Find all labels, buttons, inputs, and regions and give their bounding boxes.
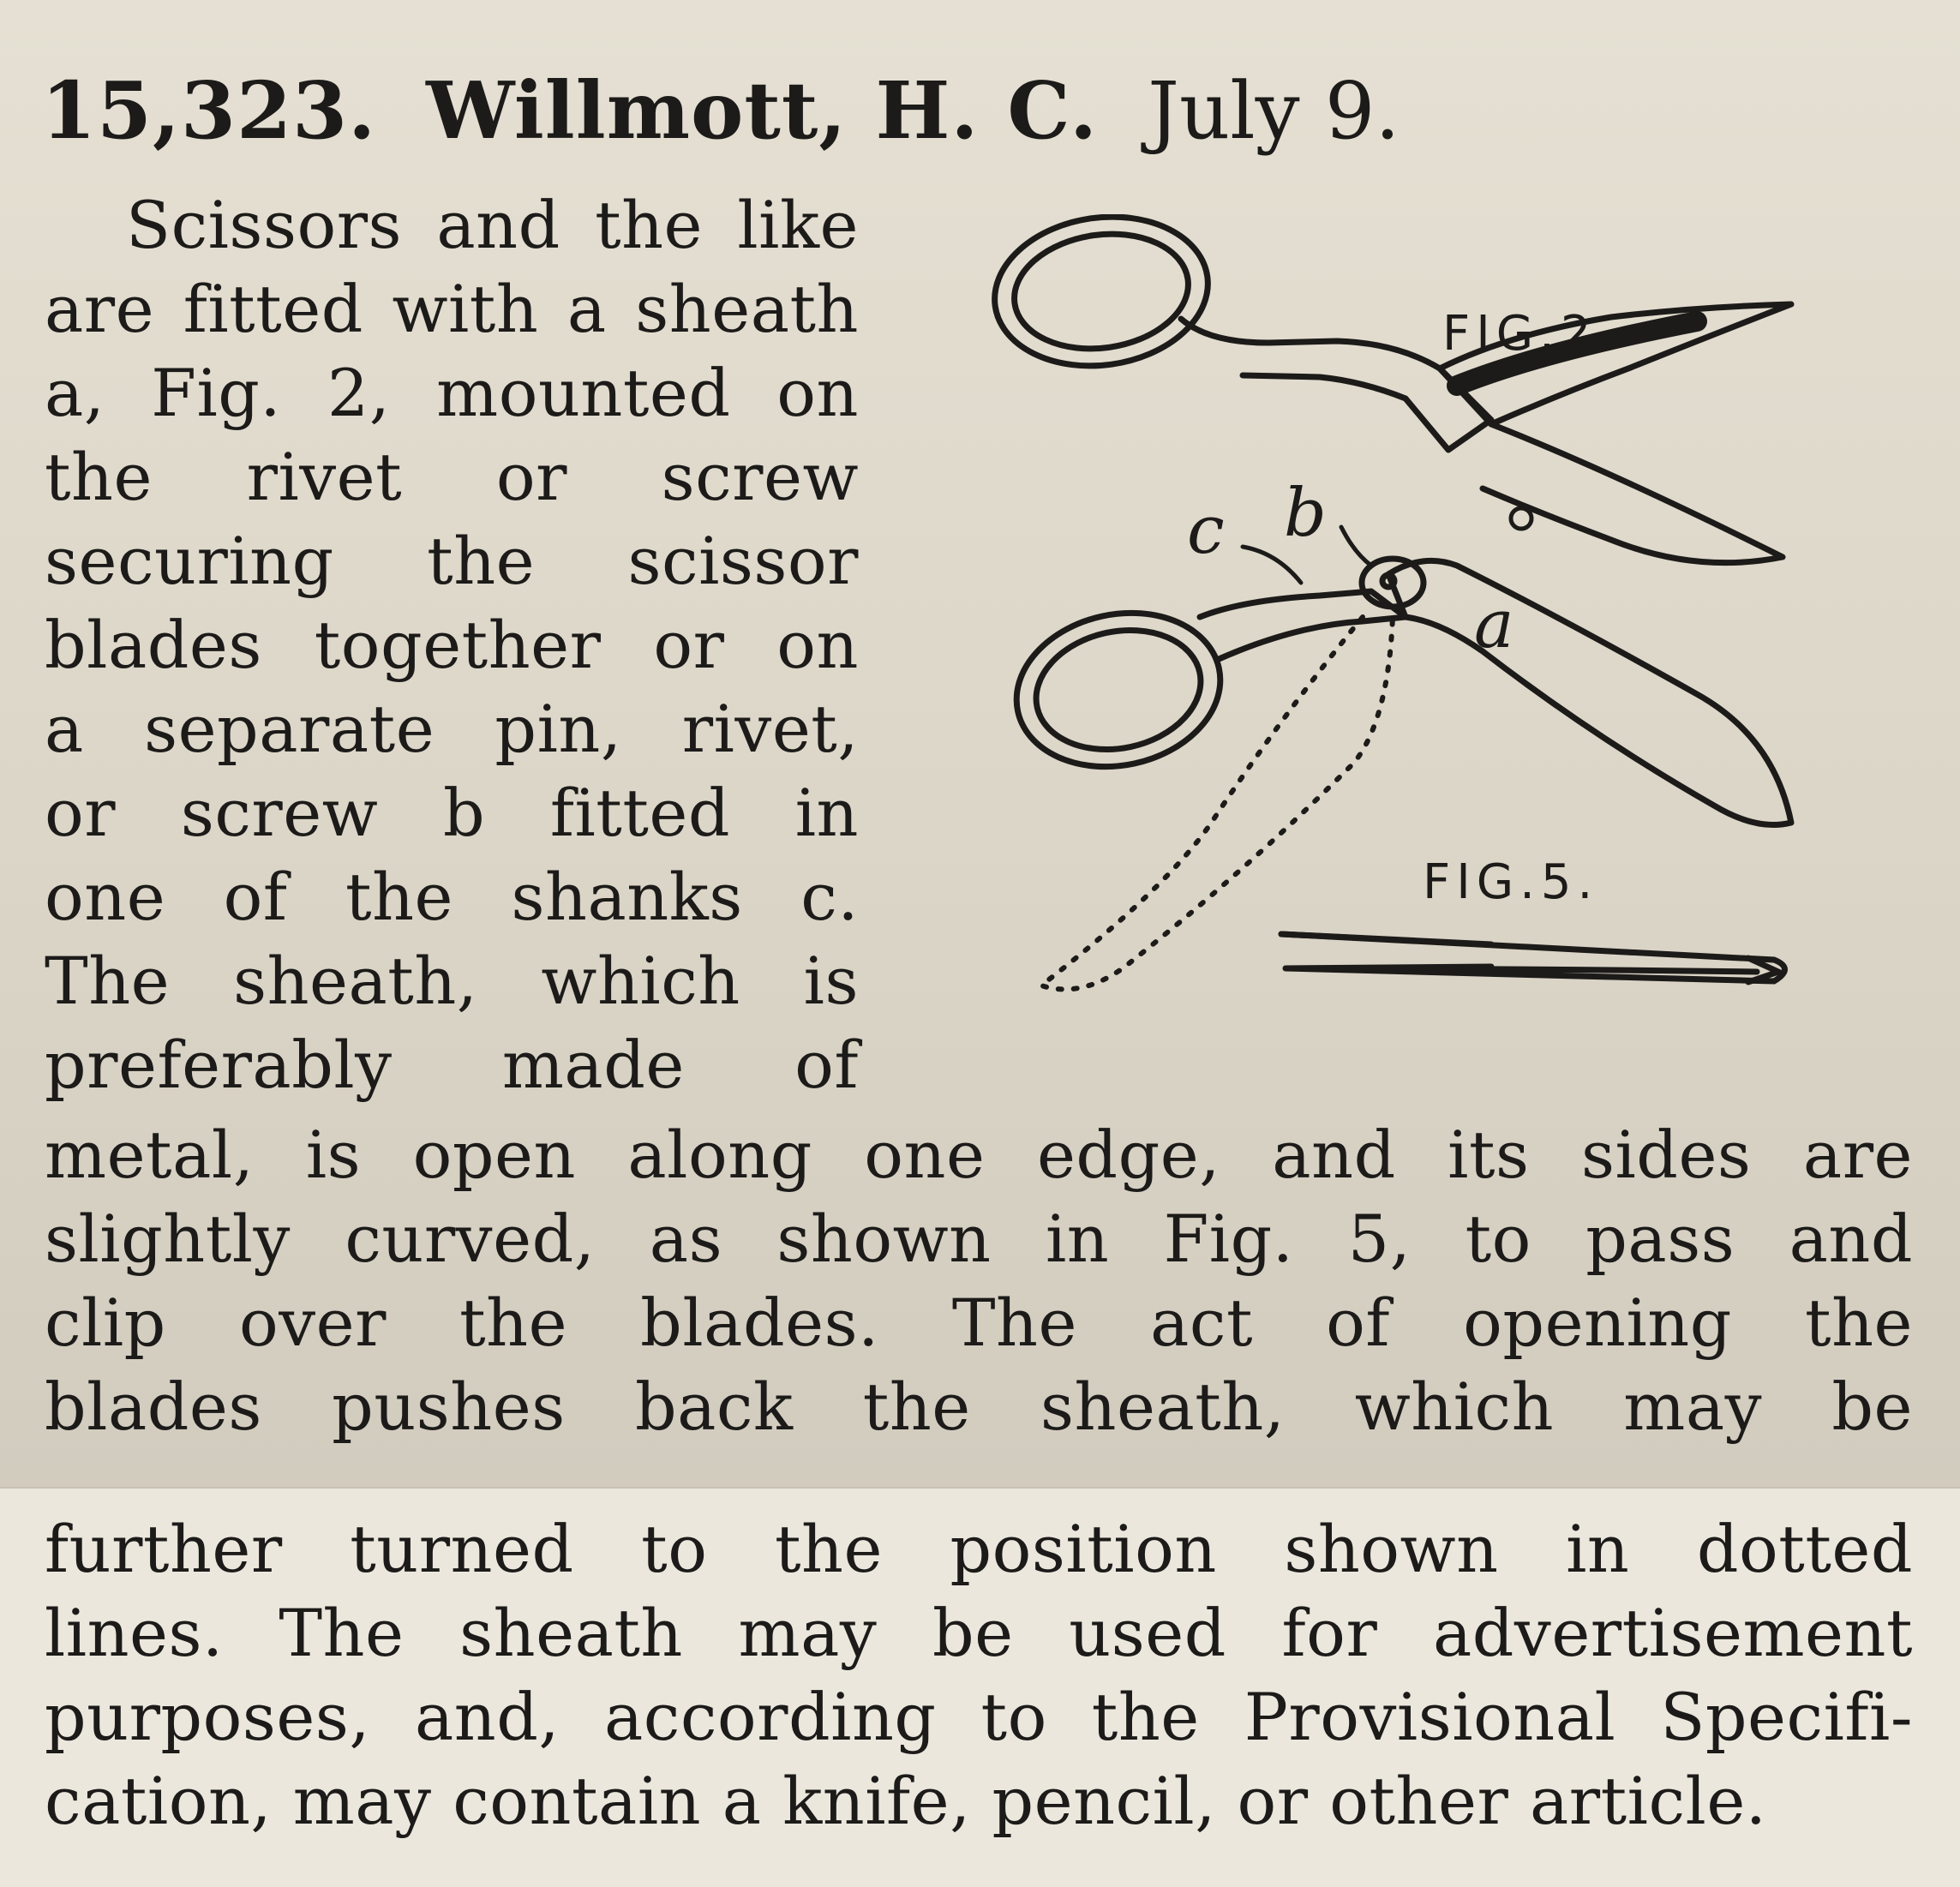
- scissors-drawing: [960, 214, 1843, 1020]
- fig5-sheath: [1281, 934, 1785, 981]
- text-line: one of the shanks c.: [45, 859, 859, 935]
- text-line: a, Fig. 2, mounted on: [45, 355, 859, 431]
- patentee-name: Willmott, H. C.: [426, 64, 1099, 157]
- fig2-label: FIG.2.: [1442, 306, 1619, 362]
- text-line: blades together or on: [45, 607, 859, 683]
- text-line: further turned to the position shown in dotted: [45, 1511, 1913, 1587]
- patent-date: July 9.: [1148, 65, 1400, 157]
- text-line: are fitted with a sheath: [45, 271, 859, 347]
- text-line: Scissors and the like: [126, 187, 859, 263]
- label-c: c: [1187, 492, 1225, 569]
- upper-finger-ring: [985, 214, 1218, 380]
- text-line: blades pushes back the sheath, which may be: [45, 1369, 1913, 1445]
- sheath-a: [1388, 560, 1791, 824]
- fig5-label: FIG.5.: [1423, 854, 1599, 910]
- label-a: a: [1474, 586, 1514, 663]
- text-line: a separate pin, rivet,: [45, 691, 859, 767]
- text-line: cation, may contain a knife, pencil, or other article.: [45, 1763, 1767, 1839]
- patent-heading: [41, 63, 1884, 159]
- text-line: metal, is open along one edge, and its sides are: [45, 1117, 1913, 1193]
- text-line: slightly curved, as shown in Fig. 5, to pass and: [45, 1201, 1913, 1277]
- label-b: b: [1284, 475, 1327, 552]
- text-line: preferably made of: [45, 1027, 859, 1103]
- text-line: purposes, and, according to the Provisional Specifi-: [45, 1679, 1913, 1755]
- patent-number: 15,323.: [41, 64, 377, 157]
- text-line: lines. The sheath may be used for advertisement: [45, 1595, 1913, 1671]
- text-line: securing the scissor: [45, 523, 859, 599]
- text-line: the rivet or screw: [45, 439, 859, 515]
- text-line: or screw b fitted in: [45, 775, 859, 851]
- text-line: clip over the blades. The act of opening the: [45, 1285, 1913, 1361]
- text-line: The sheath, which is: [45, 943, 859, 1019]
